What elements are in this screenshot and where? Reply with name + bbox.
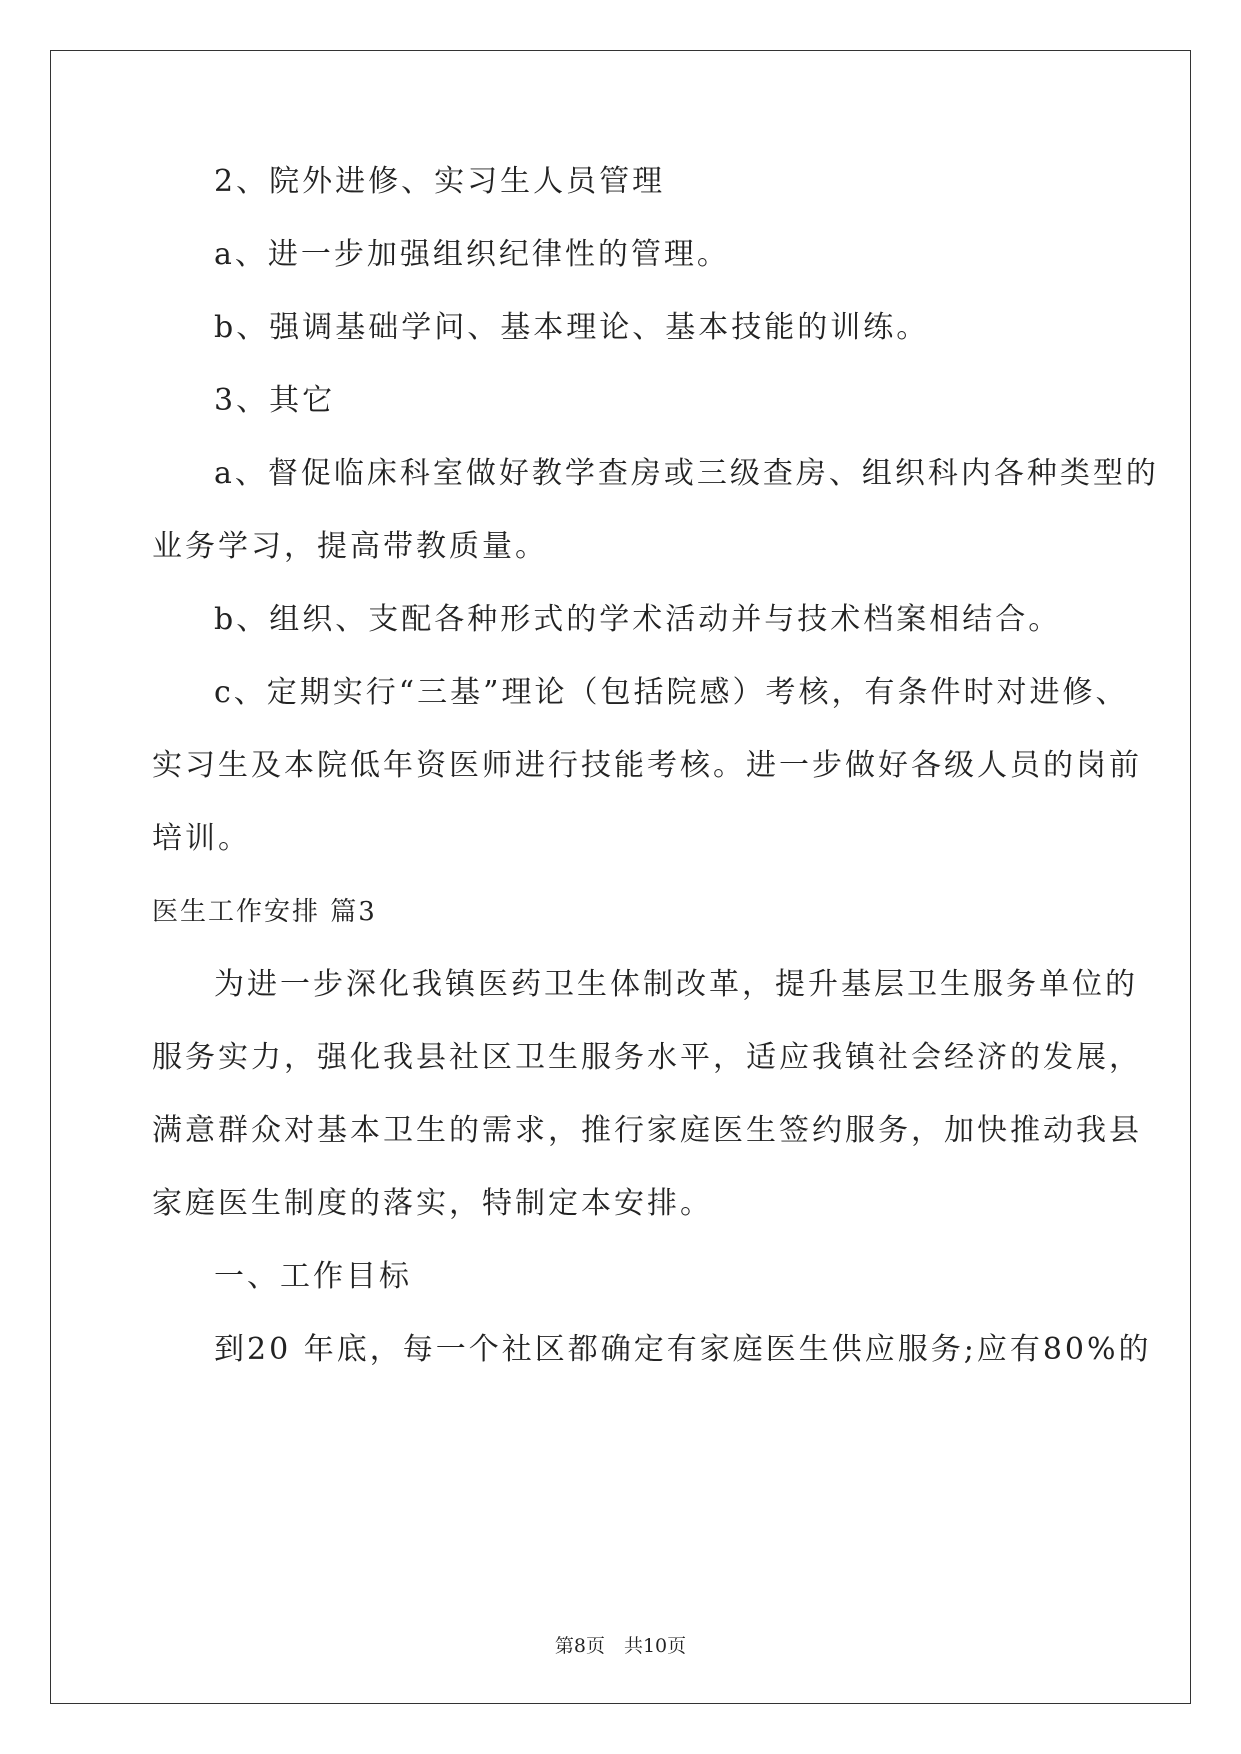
paragraph-line: 满意群众对基本卫生的需求，推行家庭医生签约服务，加快推动我县 bbox=[152, 1113, 1142, 1148]
paragraph-line: 为进一步深化我镇医药卫生体制改革，提升基层卫生服务单位的 bbox=[214, 967, 1138, 1002]
section-heading: 一、工作目标 bbox=[214, 1259, 412, 1294]
paragraph-line: 实习生及本院低年资医师进行技能考核。进一步做好各级人员的岗前 bbox=[152, 748, 1142, 783]
paragraph-line: 培训。 bbox=[152, 821, 251, 856]
page-number: 第8页 共10页 bbox=[554, 1635, 687, 1657]
section-heading: 2、院外进修、实习生人员管理 bbox=[214, 164, 666, 199]
chapter-title: 医生工作安排 篇3 bbox=[152, 897, 377, 927]
page-border bbox=[50, 50, 1191, 1704]
paragraph-line: 到20 年底，每一个社区都确定有家庭医生供应服务;应有80%的 bbox=[214, 1332, 1152, 1367]
section-heading: 3、其它 bbox=[214, 383, 336, 418]
paragraph-line: a、进一步加强组织纪律性的管理。 bbox=[214, 237, 730, 272]
paragraph-line: b、组织、支配各种形式的学术活动并与技术档案相结合。 bbox=[214, 602, 1062, 637]
paragraph-line: 服务实力，强化我县社区卫生服务水平，适应我镇社会经济的发展， bbox=[152, 1040, 1142, 1075]
paragraph-line: b、强调基础学问、基本理论、基本技能的训练。 bbox=[214, 310, 930, 345]
paragraph-line: 家庭医生制度的落实，特制定本安排。 bbox=[152, 1186, 713, 1221]
paragraph-line: 业务学习，提高带教质量。 bbox=[152, 529, 548, 564]
paragraph-line: a、督促临床科室做好教学查房或三级查房、组织科内各种类型的 bbox=[214, 456, 1159, 491]
paragraph-line: c、定期实行“三基”理论（包括院感）考核，有条件时对进修、 bbox=[214, 675, 1129, 710]
